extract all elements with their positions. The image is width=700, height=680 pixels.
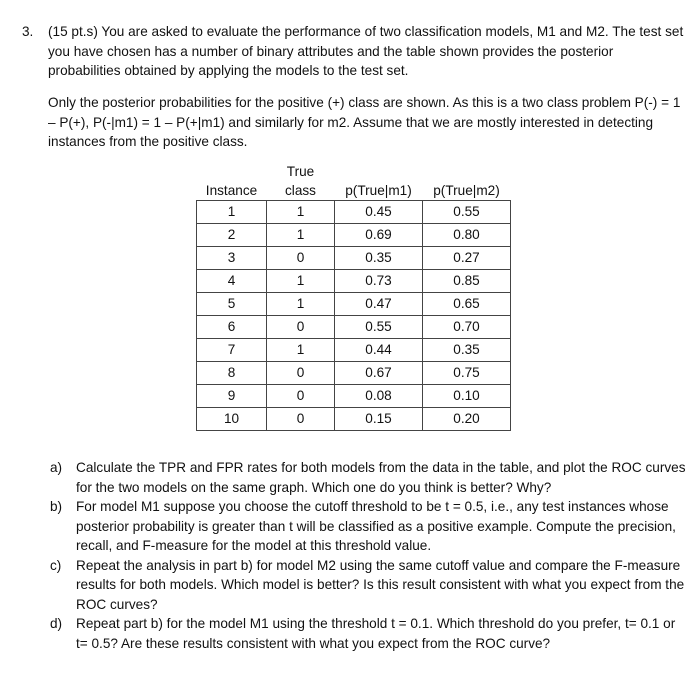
table-row: [197, 247, 511, 270]
table-row: [197, 339, 511, 362]
table-row: [197, 408, 511, 431]
header-instance: Instance: [205, 183, 258, 198]
cell-true-class: 0: [267, 247, 335, 270]
cell-true-class: 1: [267, 270, 335, 293]
cell-instance: 4: [197, 270, 267, 293]
cell-p-true-m1: 0.15: [335, 408, 423, 431]
table-row: [197, 224, 511, 247]
cell-p-true-m2: 0.27: [423, 247, 511, 270]
table-row: [197, 362, 511, 385]
cell-true-class: 0: [267, 316, 335, 339]
part-text: Calculate the TPR and FPR rates for both models from the data in the table, and plot the ROC curves for the two models on the same graph. Which one do you think is better? Why?: [76, 460, 686, 495]
question-parts: [50, 458, 690, 653]
table-row: [197, 316, 511, 339]
cell-p-true-m1: 0.69: [335, 224, 423, 247]
cell-p-true-m2: 0.65: [423, 293, 511, 316]
table-row: [197, 385, 511, 408]
cell-instance: 8: [197, 362, 267, 385]
cell-p-true-m2: 0.85: [423, 270, 511, 293]
question-number: 3.: [22, 24, 34, 39]
table-row: [197, 201, 511, 224]
cell-instance: 1: [197, 201, 267, 224]
cell-p-true-m2: 0.35: [423, 339, 511, 362]
question-intro: (15 pt.s) You are asked to evaluate the performance of two classification models, M1 and M2. The test set you have chosen has a number of binary attributes and the table shown provides the posterior probabilities obtained by applying the models to the test set.: [48, 24, 684, 78]
part-label: a): [50, 460, 63, 475]
cell-true-class: 1: [267, 201, 335, 224]
cell-p-true-m1: 0.35: [335, 247, 423, 270]
cell-true-class: 1: [267, 293, 335, 316]
question-detail: Only the posterior probabilities for the positive (+) class are shown. As this is a two class problem P(-) = 1 – P(+), P(-|m1) = 1 – P(+|m1) and similarly for m2. Assume that we are mostly interested in detecting instances from the positive class.: [48, 95, 681, 149]
cell-true-class: 0: [267, 385, 335, 408]
question-part: [50, 556, 690, 615]
header-p-true-m2: p(True|m2): [433, 183, 500, 198]
header-true-class: True class: [285, 164, 316, 198]
cell-p-true-m1: 0.44: [335, 339, 423, 362]
cell-p-true-m1: 0.45: [335, 201, 423, 224]
cell-p-true-m1: 0.67: [335, 362, 423, 385]
cell-p-true-m2: 0.80: [423, 224, 511, 247]
table-row: [197, 270, 511, 293]
part-text: Repeat the analysis in part b) for model M2 using the same cutoff value and compare the F-measure results for both models. Which model is better? Is this result consistent with what you expect from the ROC curves?: [76, 557, 685, 612]
cell-instance: 9: [197, 385, 267, 408]
table-body: [197, 201, 511, 431]
cell-p-true-m2: 0.10: [423, 385, 511, 408]
part-label: c): [50, 557, 62, 573]
part-text: Repeat part b) for the model M1 using the threshold t = 0.1. Which threshold do you prefer, t= 0.1 or t= 0.5? Are these results consistent with what you expect from the ROC curve?: [76, 616, 676, 651]
part-label: b): [50, 499, 63, 514]
part-text: For model M1 suppose you choose the cutoff threshold to be t = 0.5, i.e., any test instances whose posterior probability is greater than t will be classified as a positive example. Compute the precision, recall, and F-measure for the model at this threshold value.: [76, 499, 676, 553]
cell-p-true-m1: 0.73: [335, 270, 423, 293]
cell-p-true-m2: 0.20: [423, 408, 511, 431]
cell-true-class: 1: [267, 224, 335, 247]
probability-table: [196, 160, 511, 431]
cell-true-class: 0: [267, 362, 335, 385]
cell-true-class: 0: [267, 408, 335, 431]
table-header-row: [197, 160, 511, 201]
question-part: [50, 614, 690, 653]
cell-p-true-m2: 0.70: [423, 316, 511, 339]
cell-p-true-m1: 0.55: [335, 316, 423, 339]
cell-p-true-m2: 0.55: [423, 201, 511, 224]
question-part: [50, 497, 690, 556]
cell-true-class: 1: [267, 339, 335, 362]
cell-p-true-m1: 0.47: [335, 293, 423, 316]
cell-instance: 7: [197, 339, 267, 362]
cell-instance: 5: [197, 293, 267, 316]
cell-instance: 3: [197, 247, 267, 270]
cell-instance: 6: [197, 316, 267, 339]
cell-p-true-m2: 0.75: [423, 362, 511, 385]
cell-p-true-m1: 0.08: [335, 385, 423, 408]
cell-instance: 10: [197, 408, 267, 431]
table-row: [197, 293, 511, 316]
part-label: d): [50, 616, 63, 631]
header-p-true-m1: p(True|m1): [345, 183, 412, 198]
question-part: [50, 458, 690, 497]
cell-instance: 2: [197, 224, 267, 247]
